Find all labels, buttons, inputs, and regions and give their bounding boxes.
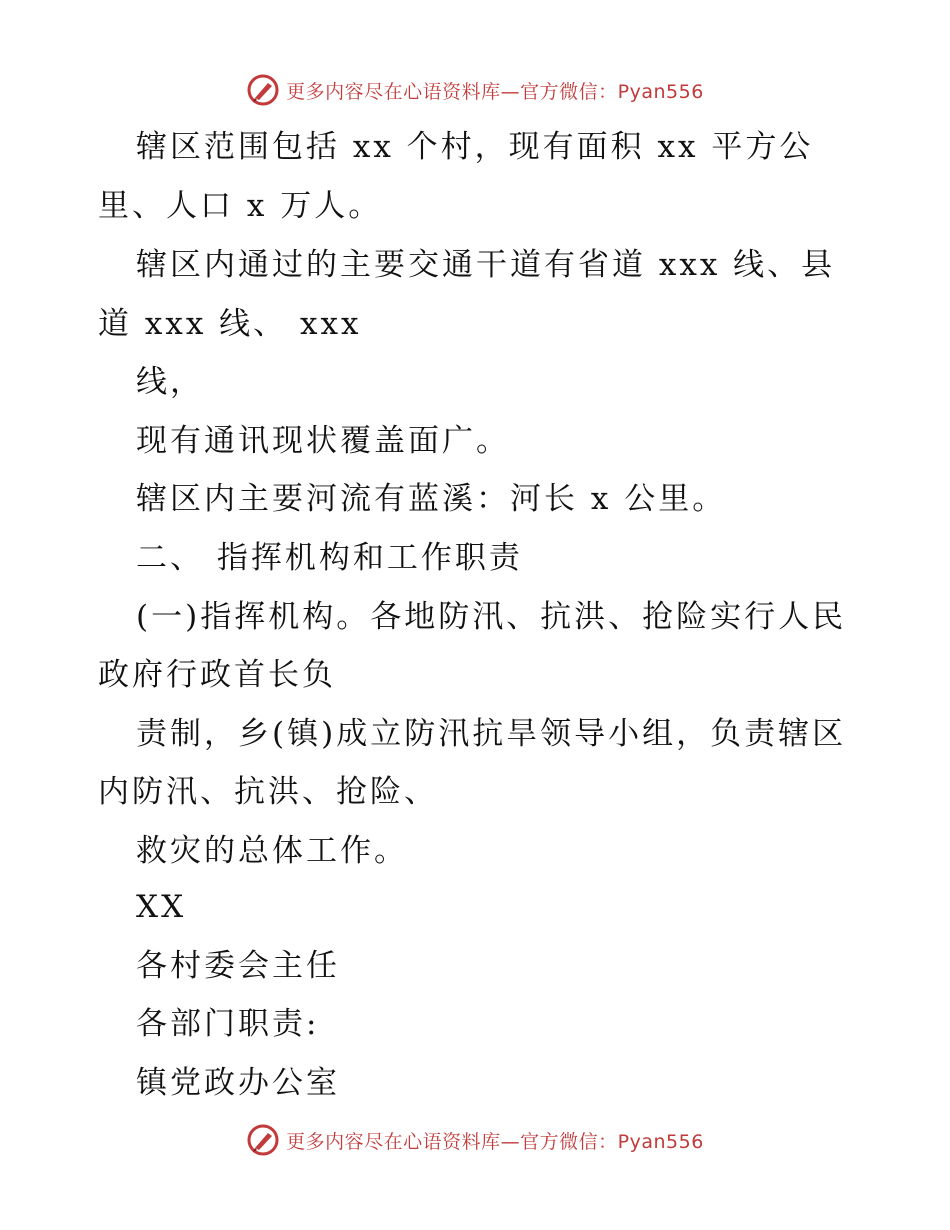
text-line: (一)指挥机构。各地防汛、抗洪、抢险实行人民 (136, 599, 847, 635)
text-line: 辖区内通过的主要交通干道有省道 xxx 线、县 (136, 247, 836, 283)
pen-logo-icon (246, 1123, 280, 1157)
text-line: 救灾的总体工作。 (136, 833, 408, 869)
text-line: 里、人口 x 万人。 (98, 188, 383, 224)
text-line: 道 xxx 线、 xxx (98, 306, 362, 342)
text-line: 现有通讯现状覆盖面广。 (136, 423, 510, 459)
watermark-text: 更多内容尽在心语资料库—官方微信：Pyan556 (286, 80, 704, 103)
text-line: 责制，乡(镇)成立防汛抗旱领导小组，负责辖区 (136, 716, 847, 752)
text-line: XX (136, 889, 187, 925)
text-line: 辖区内主要河流有蓝溪：河长 x 公里。 (136, 481, 727, 517)
pen-logo-icon (246, 73, 280, 107)
watermark-text: 更多内容尽在心语资料库—官方微信：Pyan556 (286, 1130, 704, 1153)
text-line: 各部门职责: (136, 1006, 320, 1042)
text-line: 镇党政办公室 (136, 1065, 340, 1101)
text-line: 各村委会主任 (136, 948, 340, 984)
header-watermark-banner (0, 68, 950, 112)
text-line: 辖区范围包括 xx 个村，现有面积 xx 平方公 (136, 129, 814, 165)
text-line: 内防汛、抗洪、抢险、 (98, 774, 438, 810)
text-line: 线， (136, 364, 204, 400)
text-line: 政府行政首长负 (98, 657, 336, 693)
section-heading: 二、 指挥机构和工作职责 (136, 540, 523, 576)
footer-watermark-banner (0, 1118, 950, 1162)
